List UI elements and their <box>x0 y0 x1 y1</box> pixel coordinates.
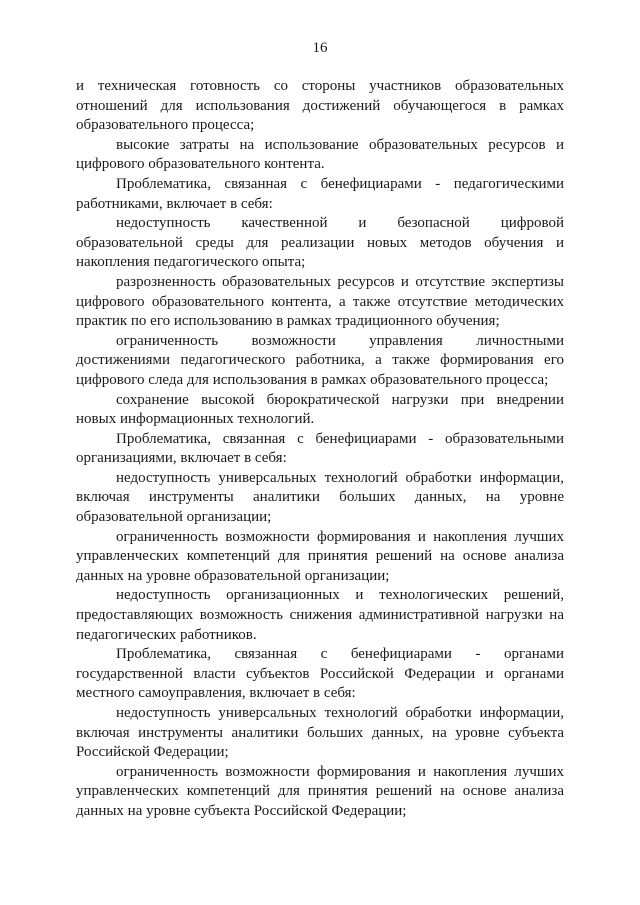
paragraph-organizations-item-1: недоступность универсальных технологий обработки информации, включая инструменты аналитики больших данных, на уровне образовательной организации; <box>76 469 564 526</box>
paragraph-organizations-item-2: ограниченность возможности формирования и накопления лучших управленческих компетенций для принятия решений на основе анализа данных на уровне образовательной организации; <box>76 528 564 584</box>
paragraph-continuation: и техническая готовность со стороны участников образовательных отношений для использования достижений обучающегося в рамках образовательного процесса; <box>76 78 564 134</box>
paragraph-authorities-item-2: ограниченность возможности формирования и накопления лучших управленческих компетенций для принятия решений на основе анализа данных на уровне субъекта Российской Федерации; <box>76 763 564 819</box>
paragraph-organizations-intro: Проблематика, связанная с бенефициарами - образовательными организациями, включает в себя: <box>76 430 564 467</box>
document-body <box>76 77 564 822</box>
paragraph-authorities-item-1: недоступность универсальных технологий обработки информации, включая инструменты аналитики больших данных, на уровне субъекта Российской Федерации; <box>76 705 564 761</box>
paragraph-organizations-item-3: недоступность организационных и технологических решений, предоставляющих возможность снижения административной нагрузки на педагогических работников. <box>76 587 564 643</box>
paragraph-teachers-item-1: недоступность качественной и безопасной цифровой образовательной среды для реализации новых методов обучения и накопления педагогического опыта; <box>76 215 564 271</box>
paragraph-teachers-item-3: ограниченность возможности управления личностными достижениями педагогического работника, а также формирования его цифрового следа для использования в рамках образовательного процесса; <box>76 332 564 388</box>
paragraph-teachers-item-2: разрозненность образовательных ресурсов и отсутствие экспертизы цифрового образовательного контента, а также отсутствие методических практик по его использованию в рамках традиционного обучения; <box>76 273 564 330</box>
paragraph-teachers-item-4: сохранение высокой бюрократической нагрузки при внедрении новых информационных технологий. <box>76 391 564 428</box>
page-number: 16 <box>312 40 328 56</box>
paragraph-high-costs: высокие затраты на использование образовательных ресурсов и цифрового образовательного контента. <box>76 136 564 173</box>
paragraph-authorities-intro: Проблематика, связанная с бенефициарами - органами государственной власти субъектов Российской Федерации и органами местного самоуправления, включает в себя: <box>76 646 564 702</box>
paragraph-teachers-intro: Проблематика, связанная с бенефициарами - педагогическими работниками, включает в себя: <box>76 175 564 212</box>
